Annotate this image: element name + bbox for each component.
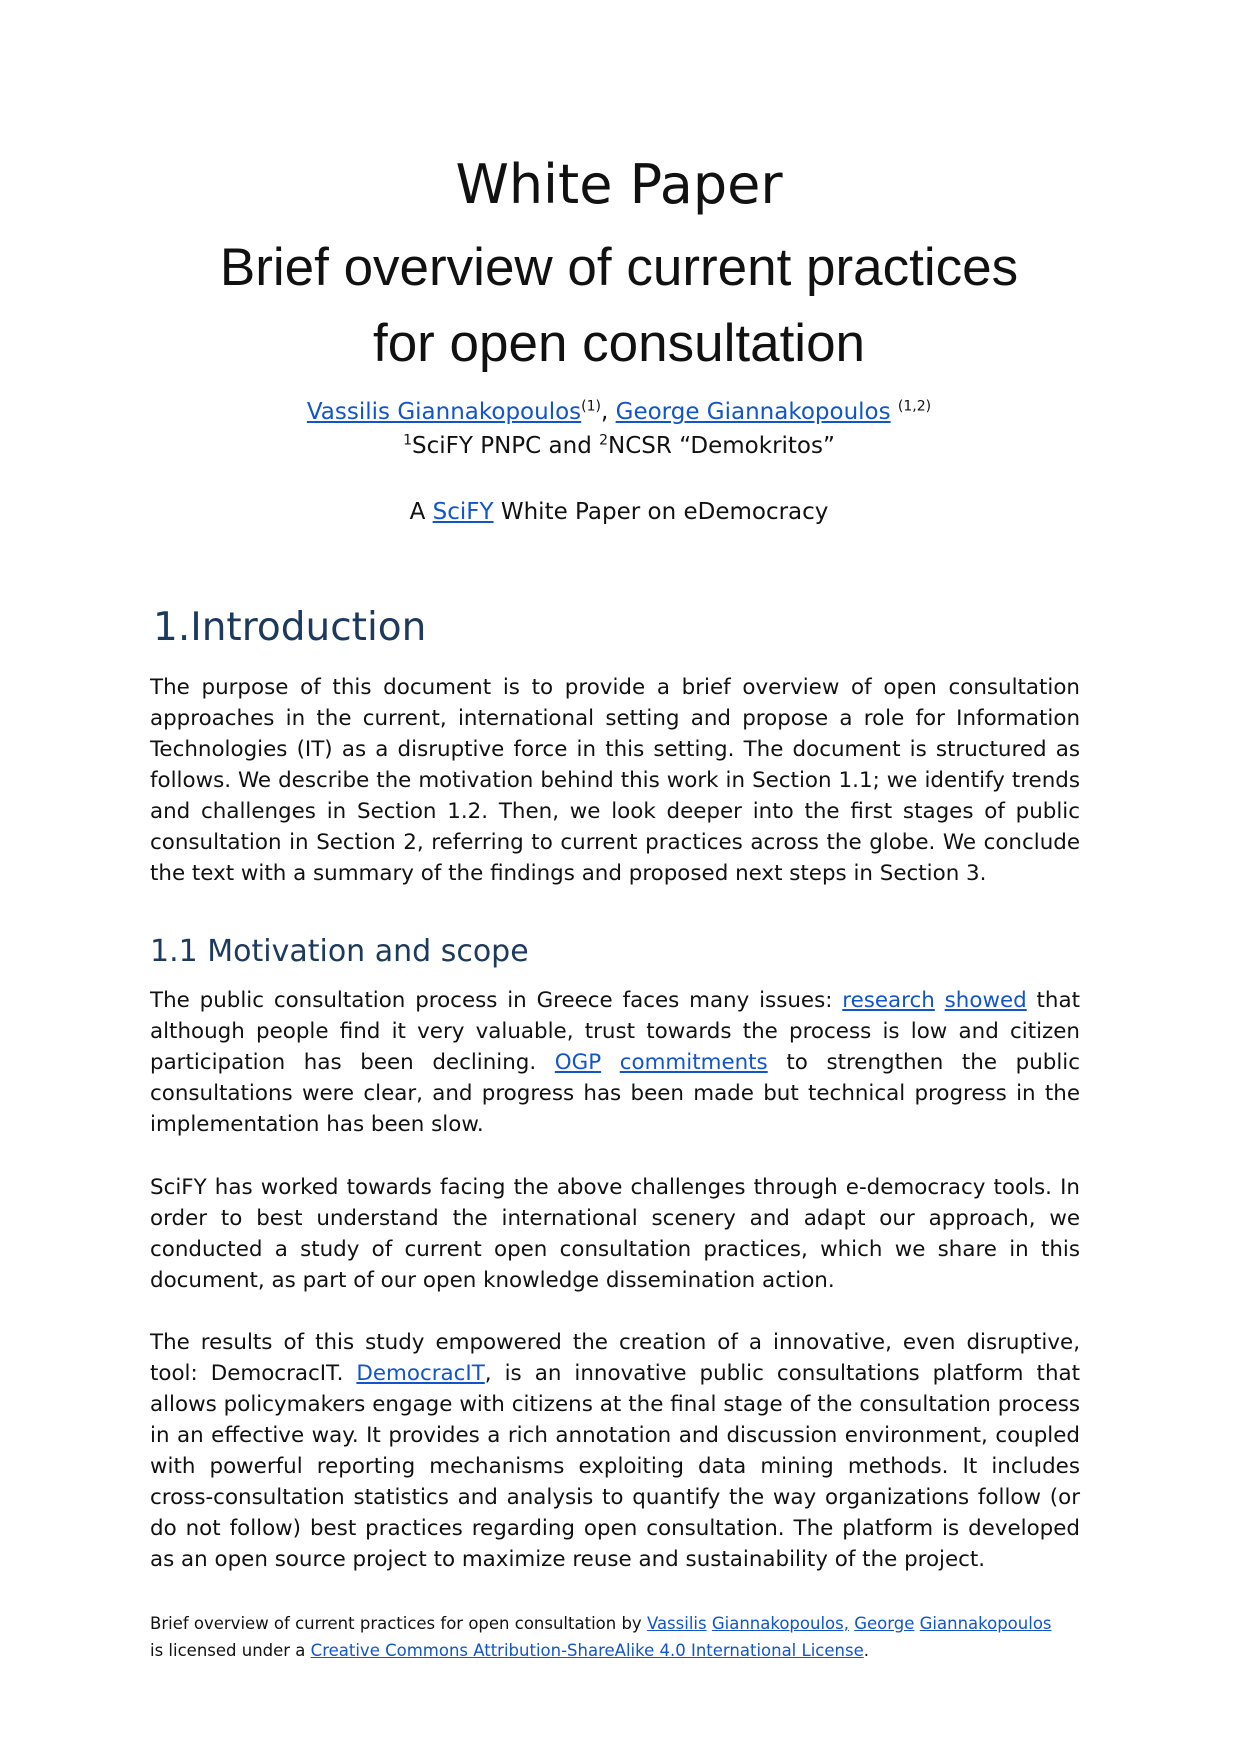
footer-author-link-4[interactable]: Giannakopoulos: [919, 1614, 1052, 1633]
title-line-2: Brief overview of current practices: [219, 238, 1019, 297]
motivation-p1-text-5: to strengthen the public consultations were clear, and progress has been made but technical progress in the implementation has been slow.: [150, 1050, 1080, 1137]
title-line-1: White Paper: [455, 153, 783, 216]
footer-author-link-3[interactable]: George: [854, 1614, 915, 1633]
motivation-p1-text-2: [935, 988, 945, 1013]
motivation-paragraph-2: SciFY has worked towards facing the above challenges through e-democracy tools. In order to best understand the international scenery and adapt our approach, we conducted a study of current open consultation practices, which we share in this document, as part of our open knowledge dissemination action.: [150, 1175, 1080, 1293]
motivation-p3-text-2: , is an innovative public consultations platform that allows policymakers engage with citizens at the final stage of the consultation process in an effective way. It provides a rich annotation and discussion environment, coupled with powerful reporting mechanisms exploiting data mining methods. It includes cross-consultation statistics and analysis to quantify the way organizations follow (or do not follow) best practices regarding open consultation. The platform is developed as an open source project to maximize reuse and sustainability of the project.: [150, 1361, 1080, 1572]
byline-prefix: A: [409, 499, 433, 525]
authors-line: [0, 395, 1238, 429]
affiliation-line: [0, 429, 1238, 463]
motivation-p1-text-1: The public consultation process in Greece faces many issues:: [150, 988, 843, 1013]
motivation-p1-text-3: that although people find it very valuable, trust towards the process is low and citizen participation has been declining.: [150, 988, 1080, 1075]
showed-link[interactable]: showed: [944, 988, 1027, 1013]
motivation-paragraph-1: [150, 985, 1080, 1140]
introduction-paragraph: The purpose of this document is to provide a brief overview of open consultation approaches in the current, international setting and propose a role for Information Technologies (IT) as a disruptive force in this setting. The document is structured as follows. We describe the motivation behind this work in Section 1.1; we identify trends and challenges in Section 1.2. Then, we look deeper into the first stages of public consultation in Section 2, referring to current practices across the globe. We conclude the text with a summary of the findings and proposed next steps in Section 3.: [150, 675, 1080, 886]
motivation-p1-text-4: [601, 1050, 620, 1075]
footer-text-1: Brief overview of current practices for open consultation by: [150, 1614, 647, 1633]
research-link[interactable]: research: [842, 988, 935, 1013]
section-heading-introduction: 1.Introduction: [153, 605, 427, 650]
section-heading-motivation: 1.1 Motivation and scope: [150, 934, 529, 969]
motivation-p3-text-1: The results of this study empowered the creation of a innovative, even disruptive, tool: DemocracIT.: [150, 1330, 1080, 1386]
footer-author-link-1[interactable]: Vassilis: [646, 1614, 707, 1633]
affiliation-org-2: NCSR “Demokritos”: [608, 433, 835, 459]
byline-suffix: White Paper on eDemocracy: [493, 499, 829, 525]
affiliation-sup-2: 2: [599, 432, 609, 449]
footer-text-3: .: [863, 1641, 869, 1660]
affiliation-org-1: SciFY PNPC and: [412, 433, 600, 459]
democracit-link[interactable]: DemocracIT: [356, 1361, 485, 1386]
ogp-link[interactable]: OGP: [554, 1050, 602, 1075]
byline: [0, 495, 1238, 529]
motivation-paragraph-3: [150, 1327, 1080, 1575]
author-separator: ,: [601, 399, 616, 425]
author-link-2[interactable]: George Giannakopoulos: [615, 399, 891, 425]
license-footer: [150, 1610, 1080, 1664]
title-line-3: for open consultation: [372, 314, 866, 373]
scify-link[interactable]: SciFY: [432, 499, 494, 525]
affiliation-sup-1: 1: [403, 432, 412, 449]
author-link-1[interactable]: Vassilis Giannakopoulos: [306, 399, 582, 425]
title-main: [0, 230, 1238, 382]
footer-author-link-2[interactable]: Giannakopoulos,: [711, 1614, 849, 1633]
footer-text-2: is licensed under a: [150, 1641, 311, 1660]
author-2-affiliation-sup: (1,2): [897, 398, 932, 415]
author-1-affiliation-sup: (1): [581, 398, 601, 415]
commitments-link[interactable]: commitments: [619, 1050, 768, 1075]
license-link[interactable]: Creative Commons Attribution-ShareAlike 4.0 International License: [310, 1641, 864, 1660]
